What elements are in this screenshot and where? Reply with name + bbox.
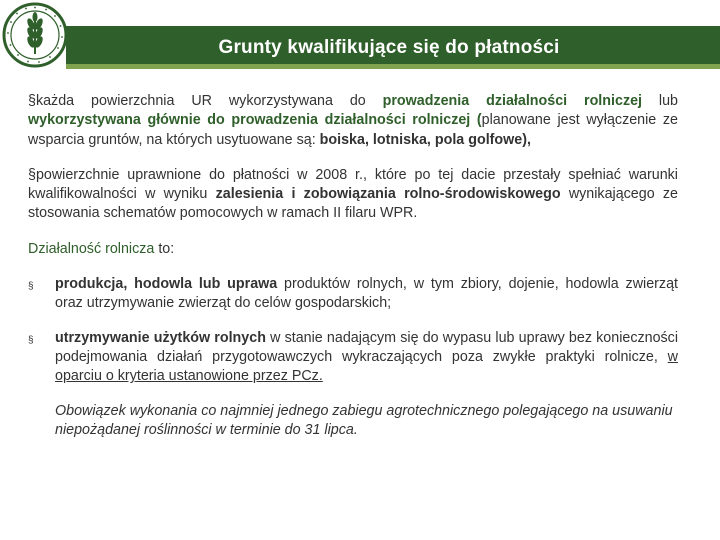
paragraph-eligible-2008 [28, 166, 678, 224]
text: w stanie nadającym się do wypasu lub uprawy bez konieczności podejmowania działań przygotowawczych wykraczających poza zwykłe praktyki rolnicze, [55, 329, 679, 365]
highlight-text: prowadzenia działalności rolniczej [382, 93, 643, 109]
bullet-mark: § [28, 281, 34, 293]
bold-text: boiska, lotniska, pola golfowe), [319, 131, 531, 148]
bullet-mark: § [28, 334, 34, 346]
title-bar [66, 26, 720, 69]
underlined-text: w oparciu o kryteria ustanowione przez PCz. [55, 348, 678, 385]
definition-heading [28, 240, 678, 259]
highlight-text: wykorzystywana głównie do prowadzenia działalności rolniczej ( [28, 112, 482, 129]
list-item-text [55, 329, 678, 387]
paragraph-bullet: § [28, 93, 36, 109]
bold-text: utrzymywanie użytków rolnych [55, 329, 266, 346]
text: każda powierzchnia UR wykorzystywana do [35, 93, 383, 109]
paragraph-eligible-land [28, 92, 678, 150]
wheat-emblem-icon [2, 2, 68, 68]
list-item-text [55, 275, 678, 314]
bold-text: produkcja, hodowla lub uprawa [55, 276, 278, 293]
bold-text: zalesienia i zobowiązania rolno-środowiskowego [215, 186, 561, 203]
slide-content [28, 92, 678, 454]
text: powierzchnie uprawnione do płatności w 2008 r., które po tej dacie przestały spełniać warunki kwalifikowalności w wyniku [28, 166, 678, 203]
page-title: Grunty kwalifikujące się do płatności [218, 36, 560, 58]
list-item [28, 329, 678, 387]
paragraph-bullet: § [28, 166, 36, 183]
definition-term: Działalność rolnicza [28, 240, 155, 257]
text: wynikającego ze stosowania schematów pomocowych w ramach II filaru WPR. [28, 186, 678, 222]
list-item [28, 275, 678, 314]
text: planowane jest wyłączenie ze wsparcia gruntów, na których usytuowane są: [28, 112, 678, 148]
text: lub [642, 93, 678, 109]
definition-rest: to: [154, 240, 175, 257]
title-accent-line [66, 64, 720, 69]
text: produktów rolnych, w tym zbiory, dojenie, hodowla zwierząt oraz utrzymywanie zwierząt do celów gospodarskich; [55, 276, 678, 312]
obligation-note: Obowiązek wykonania co najmniej jednego zabiegu agrotechnicznego polegającego na usuwaniu niepożądanej roślinności w terminie do 31 lipca. [55, 402, 673, 438]
